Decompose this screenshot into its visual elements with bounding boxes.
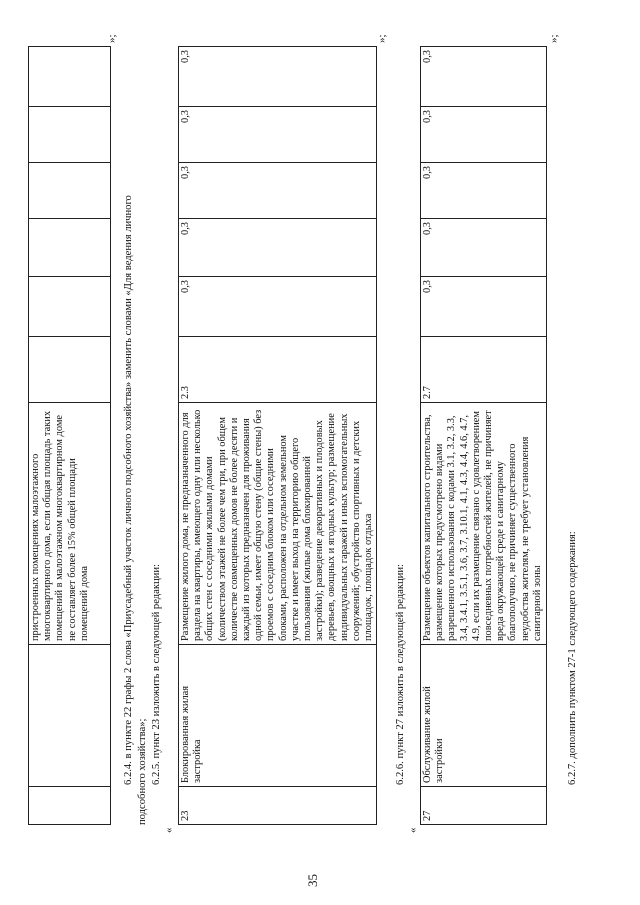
opening-quote: « (163, 827, 175, 833)
paragraph-6-2-4: 6.2.4. в пункте 22 графы 2 слова «Приусадебный участок личного подсобного хозяйства» заменить словами «Для ведения личного (123, 195, 134, 785)
land-use-description: Размещение жилого дома, не предназначенного для раздела на квартиры, имеющего одну или несколько общих стен с соседними жилыми домами (количеством этажей не более чем три, при общем количестве совмещенных домов не более десяти и каждый из которых предназначен для проживания одной семьи, имеет общую стену (общие стены) без проемов с соседним блоком или соседними блоками, расположен на отдельном земельном участке и имеет выход на территорию общего пользования (жилые дома блокированной застройки); разведение декоративных и плодовых деревьев, овощных и ягодных культур; размещение индивидуальных гаражей и иных вспомогательных сооружений; обустройство спортивных и детских площадок, площадок отдыха (179, 403, 377, 645)
table-cell (29, 107, 111, 163)
value-cell: 0,3 (179, 107, 377, 163)
opening-quote: « (407, 827, 419, 833)
value-cell: 0,3 (421, 47, 547, 107)
value-cell: 0,3 (421, 219, 547, 277)
table-cell (29, 163, 111, 219)
table-row-23 (178, 46, 377, 825)
closing-quote: »; (106, 34, 118, 43)
table-cell (29, 787, 111, 825)
table-cell (29, 47, 111, 107)
value-cell: 0,3 (179, 277, 377, 337)
table-cell (29, 219, 111, 277)
row-number: 23 (179, 787, 377, 825)
value-cell: 0,3 (179, 219, 377, 277)
land-use-code: 2.3 (179, 337, 377, 403)
value-cell: 0,3 (421, 107, 547, 163)
table-cell-text: пристроенных помещениях малоэтажного многоквартирного дома, если общая площадь таких помещений в малоэтажном многоквартирном доме не составляет более 15% общей площади помещений дома (29, 403, 111, 645)
paragraph-6-2-5: 6.2.5. пункт 23 изложить в следующей редакции: (151, 564, 162, 785)
table-cell (29, 645, 111, 787)
table-row-27 (420, 46, 547, 825)
land-use-name: Обслуживание жилой застройки (421, 645, 547, 787)
land-use-description: Размещение объектов капитального строительства, размещение которых предусмотрено видами разрешенного использования с кодами 3.1, 3.2, 3.3, 3.4, 3.4.1, 3.5.1, 3.6, 3.7, 3.10.1, 4.1, 4.3, 4.4, 4.6, 4.7, 4.9, если их размещение связано с удовлетворением повседневных потребностей жителей, не причиняет вреда окружающей среде и санитарному благополучию, не причиняет существенного неудобства жителям, не требует установления санитарной зоны (421, 403, 547, 645)
table-cell (29, 277, 111, 337)
value-cell: 0,3 (421, 163, 547, 219)
paragraph-6-2-4-continued: подсобного хозяйства»; (137, 718, 148, 825)
value-cell: 0,3 (421, 277, 547, 337)
row-number: 27 (421, 787, 547, 825)
value-cell: 0,3 (179, 47, 377, 107)
closing-quote: »; (376, 34, 388, 43)
table-fragment-top (28, 46, 111, 825)
value-cell: 0,3 (179, 163, 377, 219)
closing-quote: »; (548, 34, 560, 43)
page-number: 35 (305, 874, 320, 887)
paragraph-6-2-7: 6.2.7. дополнить пунктом 27-1 следующего содержания: (567, 531, 578, 785)
land-use-code: 2.7 (421, 337, 547, 403)
land-use-name: Блокированная жилая застройка (179, 645, 377, 787)
paragraph-6-2-6: 6.2.6. пункт 27 изложить в следующей редакции: (395, 564, 406, 785)
table-cell (29, 337, 111, 403)
